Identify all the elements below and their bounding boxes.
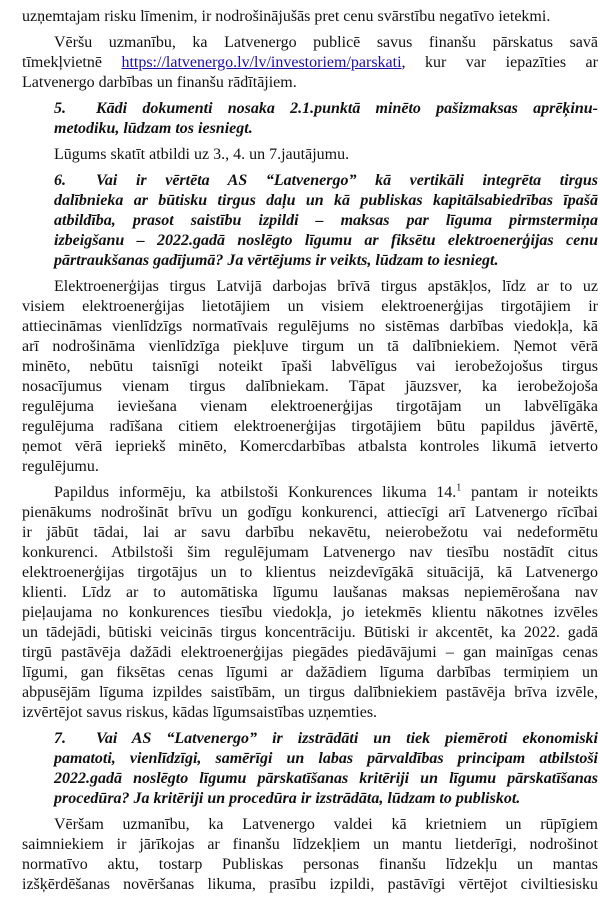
- text-line: [22, 53, 598, 73]
- footnote-reference[interactable]: 1: [456, 482, 462, 494]
- paragraph-lines: [22, 503, 598, 723]
- question-5-heading: [54, 99, 598, 139]
- question-number: 7.: [54, 730, 66, 747]
- text-line: pienākums nodrošināt brīvu un godīgu konkurenci, attiecīgi arī Latvenergo rīcībai: [22, 504, 598, 521]
- text-line: elektroenerģijas tirgotājus un to klientus neizdevīgākā situācijā, kā Latvenergo: [22, 564, 598, 581]
- text-line: ņemot vērā iepriekš minēto, Komercdarbības atbalsta kontroles likumā ietverto: [22, 438, 598, 455]
- text-line: tirgū pastāvēja dažādi elektroenerģijas piegādes piedāvājumi – gan mainīgas cenas: [22, 644, 598, 661]
- answer-7-paragraph: [22, 815, 598, 895]
- text-line: līgumi, gan fiksētas cenas līgumi ar dažādiem līguma darbības termiņiem un: [22, 664, 598, 681]
- text-line: konkurenci. Atbilstoši šim regulējumam Latvenergo nav tiesību nostādīt citus: [22, 544, 598, 561]
- question-number: 6.: [54, 172, 66, 189]
- text-line: Vēršu uzmanību, ka Latvenergo publicē savus finanšu pārskatus savā: [54, 34, 598, 51]
- text-line: izbeigšanu – 2022.gadā noslēgto līgumu ar fiksētu elektroenerģijas cenu: [54, 232, 598, 249]
- text-line: uzņemtajam risku līmenim, ir nodrošinājušās pret cenu svārstību negatīvo ietekmi.: [22, 8, 551, 25]
- text-line: izvērtējot savus riskus, kādas līgumsaistības uzņemties.: [22, 704, 378, 721]
- text-line: attiecināmas vienlīdzīgs normatīvais regulējums no sistēmas darbības viedokļa, kā: [22, 318, 598, 335]
- text-line: [54, 99, 598, 119]
- text-fragment: Vai AS “Latvenergo” ir izstrādāti un tiek piemēroti ekonomiski: [96, 730, 598, 747]
- text-line: [22, 483, 598, 503]
- text-fragment: tīmekļvietnē: [22, 54, 122, 71]
- text-line: Latvenergo darbības un finanšu rādītājiem.: [22, 74, 297, 91]
- text-line: atbildība, prasot saistību izpildi – maksas par līguma pirmstermiņa: [54, 212, 598, 229]
- text-line: Elektroenerģijas tirgus Latvijā darbojas brīvā tirgus apstākļos, līdz ar to uz: [54, 278, 598, 295]
- text-line: un tādejādi, būtiski veicinās tirgus koncentrāciju. Būtiski ir akcentēt, ka 2022. gadā: [22, 624, 598, 641]
- text-line: ir jābūt tādai, lai ar savu darbību nekavētu, neierobežotu vai nedeformētu: [22, 524, 598, 541]
- investor-reports-link[interactable]: https://latvenergo.lv/lv/investoriem/parskati: [121, 54, 402, 71]
- text-fragment: pantam ir noteikts: [461, 484, 599, 501]
- paragraph-risk-conclusion: [22, 7, 598, 27]
- text-line: Vēršam uzmanību, ka Latvenergo valdei kā krietniem un rūpīgiem: [54, 816, 598, 833]
- answer-6-paragraph-market: [22, 277, 598, 477]
- answer-6-paragraph-competition: [22, 483, 598, 723]
- text-line: izšķērdēšanas novēršanas likuma, prasību izpildi, pastāvīgi vērtējot civiltiesisku: [22, 876, 598, 893]
- text-line: metodiku, lūdzam tos iesniegt.: [54, 120, 253, 137]
- text-line: regulējuma radīšana citiem elektroenerģijas tirgotājiem būtu papildus jāvērtē,: [22, 418, 598, 435]
- text-line: procedūra? Ja kritēriji un procedūra ir izstrādāta, lūdzam to publiskot.: [54, 790, 521, 807]
- text-fragment: , kur var iepazīties ar: [401, 54, 598, 71]
- text-line: Lūgums skatīt atbildi uz 3., 4. un 7.jautājumu.: [54, 146, 350, 163]
- text-line: pieļaujama no konkurences tiesību viedokļa, jo ietekmēs klientu nākotnes izvēles: [22, 604, 598, 621]
- text-line: regulējuma ieviešana vienam elektroenerģijas tirgotājam un labvēlīgāka: [22, 398, 598, 415]
- text-line: visiem elektroenerģijas lietotājiem un visiem elektroenerģijas tirgotājiem ir: [22, 298, 598, 315]
- text-line: pamatoti, vienlīdzīgi, samērīgi un labas pārvaldības principam atbilstoši: [54, 750, 598, 767]
- question-6-heading: [54, 171, 598, 271]
- text-line: minēto, nebūtu taisnīgi noteikt īpaši labvēlīgus vai ierobežojošus tirgus: [22, 358, 598, 375]
- text-line: regulējumu.: [22, 458, 99, 475]
- question-number: 5.: [54, 100, 66, 117]
- text-line: abpusējām līguma izpildes saistībām, un tirgus dalībniekiem pastāvēja brīva izvēle,: [22, 684, 598, 701]
- text-fragment: Vai ir vērtēta AS “Latvenergo” kā vertikāli integrēta tirgus: [96, 172, 598, 189]
- text-line: arī nodrošināma vienlīdzīga piekļuve tirgum un tā dalībniekiem. Ņemot vērā: [22, 338, 598, 355]
- text-fragment: Kādi dokumenti nosaka 2.1.punktā minēto pašizmaksas aprēķinu-: [96, 100, 598, 117]
- text-line: dalībnieka ar būtisku tirgus daļu un kā publiskas kapitālsabiedrības īpašā: [54, 192, 598, 209]
- text-line: saimniekiem ir jārīkojas ar finanšu līdzekļiem un mantu lietderīgi, nodrošinot: [22, 836, 598, 853]
- text-line: [54, 729, 598, 749]
- text-fragment: Papildus informēju, ka atbilstoši Konkurences likuma 14.: [54, 484, 457, 501]
- text-line: [54, 171, 598, 191]
- text-line: 2022.gadā noslēgto līgumu pārskatīšanas kritēriji un līgumu pārskatīšanas: [54, 770, 598, 787]
- text-line: klienti. Līdz ar to automātiska līgumu laušanas maksas nepiemērošana nav: [22, 584, 598, 601]
- answer-5-paragraph: [22, 145, 598, 165]
- paragraph-financial-reports: [22, 33, 598, 93]
- text-line: pārtraukšanas gadījumā? Ja vērtējums ir veikts, lūdzam to iesniegt.: [54, 252, 499, 269]
- text-line: nosacījumus vienam tirgus dalībniekam. Tāpat jāuzsver, ka ierobežojoša: [22, 378, 598, 395]
- text-line: normatīvo aktu, tostarp Publiskas personas finanšu līdzekļu un mantas: [22, 856, 598, 873]
- question-7-heading: [54, 729, 598, 809]
